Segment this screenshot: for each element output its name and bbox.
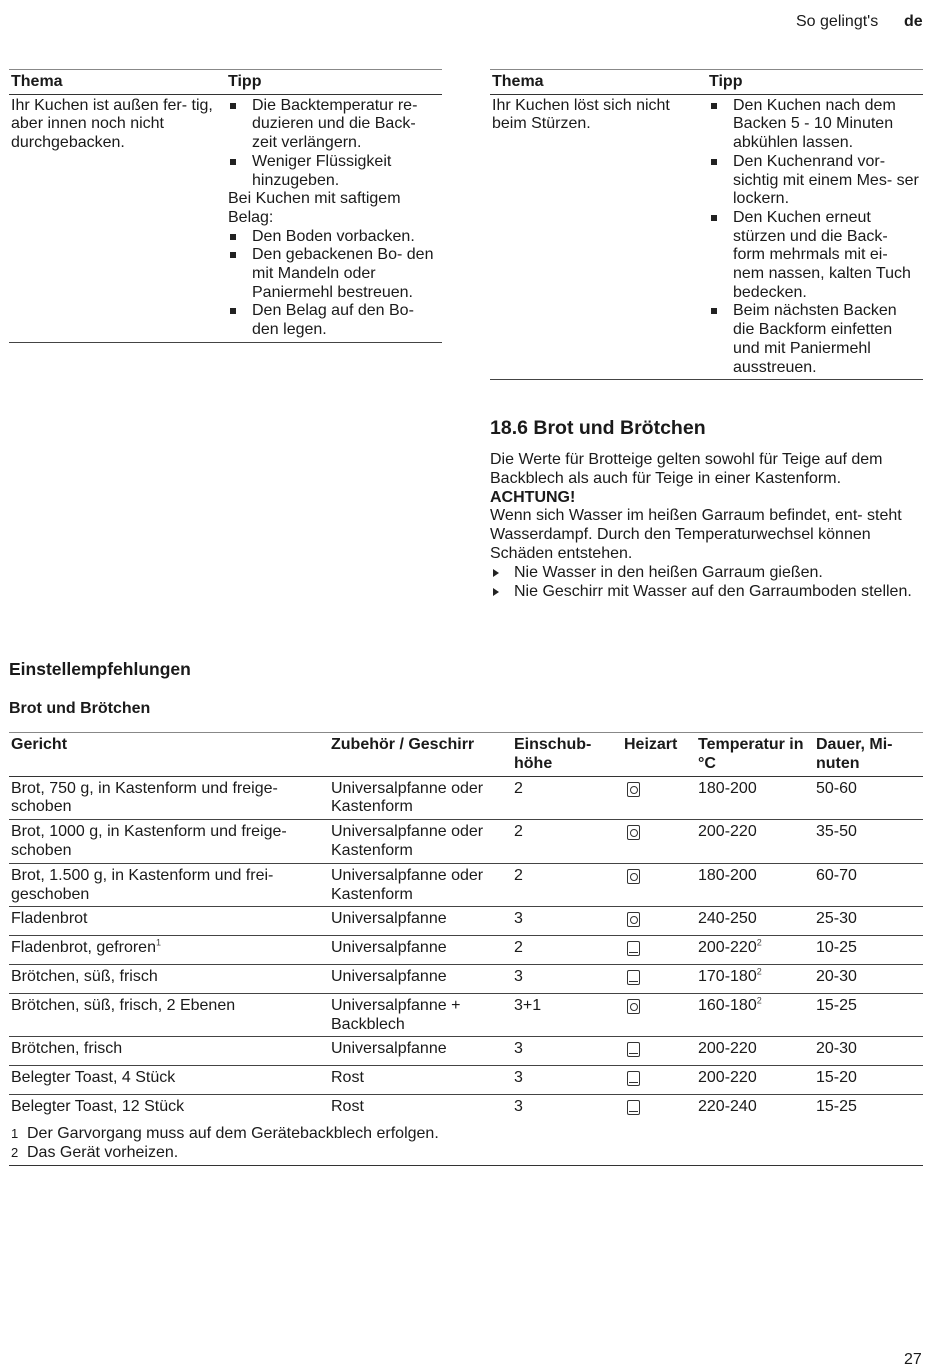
cell-dauer: 15-20: [814, 1066, 923, 1095]
cell-temperatur: 180-200: [696, 863, 814, 907]
hot-air-icon: [627, 999, 640, 1014]
recommendations-heading: Einstellempfehlungen: [9, 659, 191, 679]
cell-zubehoer: Universalpfanne oder Kastenform: [329, 820, 512, 864]
cell-dauer: 50-60: [814, 776, 923, 820]
cell-temperatur: [696, 964, 814, 993]
tips-table-right: [490, 69, 923, 380]
cell-temperatur: 220-240: [698, 1097, 757, 1115]
cell-heizart: [622, 964, 696, 993]
cell-einschub: 3: [512, 907, 622, 936]
col-zubehoer: Zubehör / Geschirr: [329, 733, 512, 777]
cell-heizart: [622, 1037, 696, 1066]
cell-temperatur: 240-250: [696, 907, 814, 936]
top-bottom-heat-icon: [627, 1100, 640, 1115]
cell-zubehoer: Universalpfanne: [329, 1037, 512, 1066]
cell-dauer: 35-50: [814, 820, 923, 864]
footnote-ref: 2: [756, 966, 762, 977]
section-intro: Die Werte für Brotteige gelten sowohl für Teige auf dem Backblech als auch für Teige in einer Kastenform.: [490, 451, 883, 487]
col-temperatur: Temperatur in °C: [696, 733, 814, 777]
cell-einschub: 2: [512, 863, 622, 907]
cell-einschub: 3: [512, 1066, 622, 1095]
cell-temperatur: 180-200: [696, 776, 814, 820]
top-bottom-heat-icon: [627, 1042, 640, 1057]
cell-dauer: 10-25: [814, 936, 923, 965]
cell-einschub: 3: [512, 1037, 622, 1066]
tipp-cell: [226, 94, 442, 342]
cell-heizart: [622, 820, 696, 864]
tip-item: Den gebackenen Bo- den mit Mandeln oder Paniermehl bestreuen.: [228, 246, 440, 302]
table-row: [9, 993, 923, 1037]
cell-dauer: 60-70: [814, 863, 923, 907]
cell-zubehoer: Universalpfanne: [329, 936, 512, 965]
heat-mode-icon: [627, 782, 640, 797]
cell-dauer: 25-30: [814, 907, 923, 936]
col-heizart: Heizart: [622, 733, 696, 777]
cell-heizart: [622, 776, 696, 820]
thema-header: Thema: [490, 70, 707, 95]
cell-zubehoer: Rost: [331, 1097, 364, 1115]
cell-heizart: [622, 907, 696, 936]
warning-text: Wenn sich Wasser im heißen Garraum befindet, ent- steht Wasserdampf. Durch den Temperaturwechsel können Schäden entstehen.: [490, 507, 902, 562]
table-row: [9, 1037, 923, 1066]
col-einschub: Einschub- höhe: [512, 733, 622, 777]
tipp-cell: [707, 94, 923, 380]
cell-gericht: Brötchen, süß, frisch, 2 Ebenen: [9, 993, 329, 1037]
cell-temperatur: 200-220: [696, 1037, 814, 1066]
footnote-ref: 2: [756, 995, 762, 1006]
tip-item: Weniger Flüssigkeit hinzugeben.: [228, 153, 440, 190]
thema-cell: Ihr Kuchen löst sich nicht beim Stürzen.: [490, 94, 707, 380]
table-row: [9, 1094, 923, 1122]
cell-dauer: 20-30: [814, 964, 923, 993]
cell-heizart: [622, 993, 696, 1037]
temp-value: 160-180: [698, 996, 757, 1014]
cell-gericht: Belegter Toast, 4 Stück: [9, 1066, 329, 1095]
cell-einschub: 3: [514, 1097, 523, 1115]
cell-zubehoer: Universalpfanne: [329, 907, 512, 936]
cell-einschub: 3: [512, 964, 622, 993]
cell-dauer: 15-25: [816, 1097, 857, 1115]
footnote-ref: 2: [756, 937, 762, 948]
heat-mode-icon: [627, 825, 640, 840]
temp-value: 170-180: [698, 967, 757, 985]
footnotes-row: [9, 1123, 923, 1166]
tip-item: Beim nächsten Backen die Backform einfetten und mit Paniermehl ausstreuen.: [709, 302, 921, 377]
action-item: Nie Geschirr mit Wasser auf den Garraumboden stellen.: [490, 583, 930, 602]
action-item: Nie Wasser in den heißen Garraum gießen.: [490, 564, 930, 583]
cell-heizart: [622, 1066, 696, 1095]
section-body: [490, 451, 930, 601]
heat-mode-icon: [627, 869, 640, 884]
table-row: [9, 907, 923, 936]
cell-dauer: 15-25: [814, 993, 923, 1037]
col-gericht: Gericht: [9, 733, 329, 777]
cell-zubehoer: Universalpfanne oder Kastenform: [329, 863, 512, 907]
section-title: 18.6 Brot und Brötchen: [490, 417, 706, 439]
cell-einschub: 2: [512, 936, 622, 965]
cell-dauer: 20-30: [814, 1037, 923, 1066]
tip-item: Den Kuchenrand vor- sichtig mit einem Mes- ser lockern.: [709, 153, 921, 209]
cell-einschub: 2: [512, 776, 622, 820]
cell-gericht: Brötchen, frisch: [9, 1037, 329, 1066]
tip-item: Die Backtemperatur re- duzieren und die Back- zeit verlängern.: [228, 97, 440, 153]
top-bottom-heat-icon: [627, 941, 640, 956]
cell-temperatur: 200-220: [696, 820, 814, 864]
tips-table-left: [9, 69, 442, 343]
dish-name: Fladenbrot, gefroren: [11, 939, 156, 957]
footnotes-cell: [9, 1123, 923, 1166]
tip-item: Den Boden vorbacken.: [228, 228, 440, 247]
thema-header: Thema: [9, 70, 226, 95]
top-bottom-heat-icon: [627, 970, 640, 985]
table-row: [9, 820, 923, 864]
thema-cell: Ihr Kuchen ist außen fer- tig, aber innen noch nicht durchgebacken.: [9, 94, 226, 342]
cell-temperatur: [696, 993, 814, 1037]
cell-heizart: [622, 1094, 696, 1122]
footnote-number: 2: [11, 1144, 19, 1160]
baking-table: [9, 732, 923, 1166]
table-row: [9, 936, 923, 965]
cell-gericht: Brötchen, süß, frisch: [9, 964, 329, 993]
cell-gericht: Brot, 1.500 g, in Kastenform und frei- geschoben: [9, 863, 329, 907]
cell-zubehoer: Universalpfanne + Backblech: [329, 993, 512, 1037]
hot-air-icon: [627, 912, 640, 927]
cell-einschub: 2: [512, 820, 622, 864]
tipp-header: Tipp: [226, 70, 442, 95]
header-section-title: So gelingt's: [796, 13, 879, 30]
footnote: [11, 1125, 921, 1144]
tip-note: Bei Kuchen mit saftigem Belag:: [228, 190, 401, 226]
tip-item: Den Kuchen erneut stürzen und die Back- form mehrmals mit ei- nem nassen, kalten Tuch bedecken.: [709, 209, 921, 303]
table-row: [9, 776, 923, 820]
table-row: [9, 863, 923, 907]
table-row: [9, 964, 923, 993]
cell-temperatur: [696, 936, 814, 965]
col-dauer: Dauer, Mi- nuten: [814, 733, 923, 777]
warning-label: ACHTUNG!: [490, 488, 576, 506]
tipp-header: Tipp: [707, 70, 923, 95]
tip-item: Den Kuchen nach dem Backen 5 - 10 Minuten abkühlen lassen.: [709, 97, 921, 153]
recommendations-subheading: Brot und Brötchen: [9, 700, 151, 717]
cell-heizart: [622, 863, 696, 907]
footnote-text: Der Garvorgang muss auf dem Gerätebackblech erfolgen.: [27, 1124, 439, 1142]
top-bottom-heat-icon: [627, 1071, 640, 1086]
cell-gericht: Brot, 1000 g, in Kastenform und freige- schoben: [9, 820, 329, 864]
page-number: 27: [904, 1351, 922, 1368]
table-row: [9, 1066, 923, 1095]
cell-temperatur: 200-220: [696, 1066, 814, 1095]
footnote-number: 1: [11, 1125, 19, 1141]
cell-gericht: Belegter Toast, 12 Stück: [11, 1097, 185, 1115]
cell-gericht: Fladenbrot: [9, 907, 329, 936]
temp-value: 200-220: [698, 939, 757, 957]
cell-einschub: 3+1: [512, 993, 622, 1037]
tip-item: Den Belag auf den Bo- den legen.: [228, 302, 440, 339]
header-language: de: [904, 13, 923, 30]
cell-gericht: [9, 936, 329, 965]
cell-zubehoer: Rost: [329, 1066, 512, 1095]
footnote-ref: 1: [155, 937, 161, 948]
footnote: [11, 1144, 921, 1163]
cell-zubehoer: Universalpfanne oder Kastenform: [329, 776, 512, 820]
footnote-text: Das Gerät vorheizen.: [27, 1143, 179, 1161]
cell-gericht: Brot, 750 g, in Kastenform und freige- schoben: [9, 776, 329, 820]
cell-zubehoer: Universalpfanne: [329, 964, 512, 993]
cell-heizart: [622, 936, 696, 965]
